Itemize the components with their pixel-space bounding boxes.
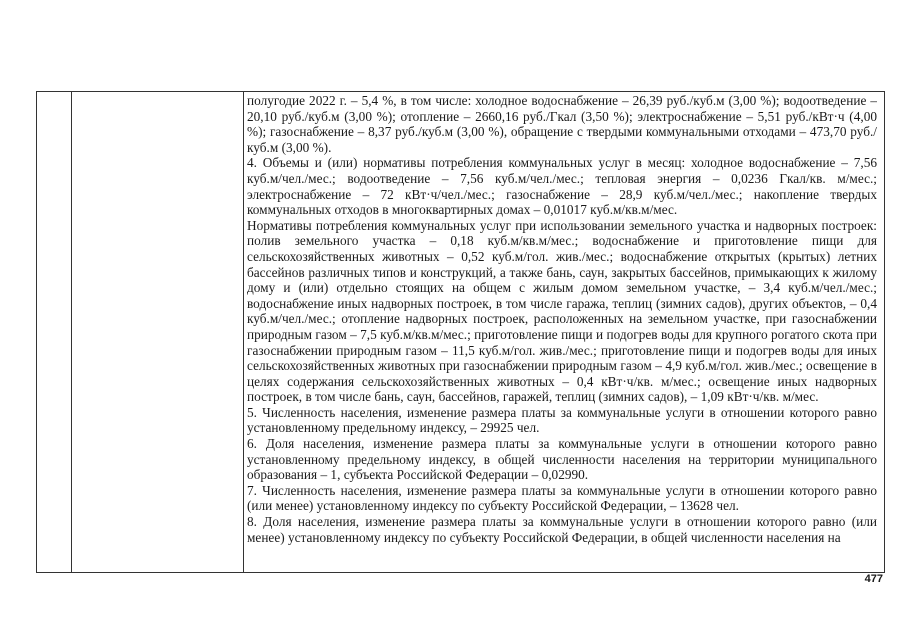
text-cell [247, 93, 877, 571]
paragraph-norms: Нормативы потребления коммунальных услуг при использовании земельного участка и надворных построек: полив земельного участка – 0,18 куб.м/кв.м/мес.; водоснабжение и приготовление пищи для сельскохозяйственных животных – 0,52 куб.м/гол. жив./мес.; водоснабжение открытых (крытых) летних бассейнов различных типов и конструкций, а также бань, саун, закрытых бассейнов, примыкающих к жилому дому и (или) отдельно стоящих на общем с жилым домом земельном участке, – 3,4 куб.м/чел./мес.; водоснабжение иных надворных построек, в том числе гаража, теплиц (зимних садов), других объектов, – 0,4 куб.м/чел./мес.; отопление надворных построек, расположенных на земельном участке, при газоснабжении природным газом – 7,5 куб.м/кв.м/мес.; приготовление пищи и подогрев воды для крупного рогатого скота при газоснабжении природным газом – 11,5 куб.м/гол. жив./мес.; приготовление пищи и подогрев воды для иных сельскохозяйственных животных при газоснабжении природным газом – 4,9 куб.м/гол. жив./мес.; освещение в целях содержания сельскохозяйственных животных – 0,4 кВт·ч/кв. м/мес.; освещение иных надворных построек, в том числе бань, саун, бассейнов, гаражей, теплиц (зимних садов), – 1,09 кВт·ч/кв. м/мес. [247, 217, 877, 405]
column-divider [243, 92, 244, 572]
paragraph-item-5: 5. Численность населения, изменение размера платы за коммунальные услуги в отношении которого равно установленному предельному индексу, – 29925 чел. [247, 404, 877, 436]
content-table [36, 91, 885, 573]
column-divider [71, 92, 72, 572]
paragraph-item-7: 7. Численность населения, изменение размера платы за коммунальные услуги в отношении которого равно (или менее) установленному индексу по субъекту Российской Федерации, – 13628 чел. [247, 482, 877, 514]
paragraph-tariffs: полугодие 2022 г. – 5,4 %, в том числе: холодное водоснабжение – 26,39 руб./куб.м (3,00 %); водоотведение – 20,10 руб./куб.м (3,00 %); отопление – 2660,16 руб./Гкал (3,50 %); электроснабжение – 5,51 руб./кВт·ч (4,00 %); газоснабжение – 8,37 руб./куб.м (3,00 %), обращение с твердыми коммунальными отходами – 473,70 руб./куб.м (3,00 %). [247, 93, 877, 155]
page-number: 477 [864, 573, 883, 585]
paragraph-item-4: 4. Объемы и (или) нормативы потребления коммунальных услуг в месяц: холодное водоснабжение – 7,56 куб.м/чел./мес.; водоотведение – 7,56 куб.м/чел./мес.; тепловая энергия – 0,0236 Гкал/кв. м/мес.; электроснабжение – 72 кВт·ч/чел./мес.; газоснабжение – 28,9 куб.м/чел./мес.; накопление твердых коммунальных отходов в многоквартирных домах – 0,01017 куб.м/кв.м/мес. [247, 155, 877, 218]
paragraph-item-6: 6. Доля населения, изменение размера платы за коммунальные услуги в отношении которого равно установленному предельному индексу, в общей численности населения на территории муниципального образования – 1, субъекта Российской Федерации – 0,02990. [247, 436, 877, 483]
paragraph-item-8: 8. Доля населения, изменение размера платы за коммунальные услуги в отношении которого равно (или менее) установленному индексу по субъекту Российской Федерации, в общей численности населения на [247, 514, 877, 545]
